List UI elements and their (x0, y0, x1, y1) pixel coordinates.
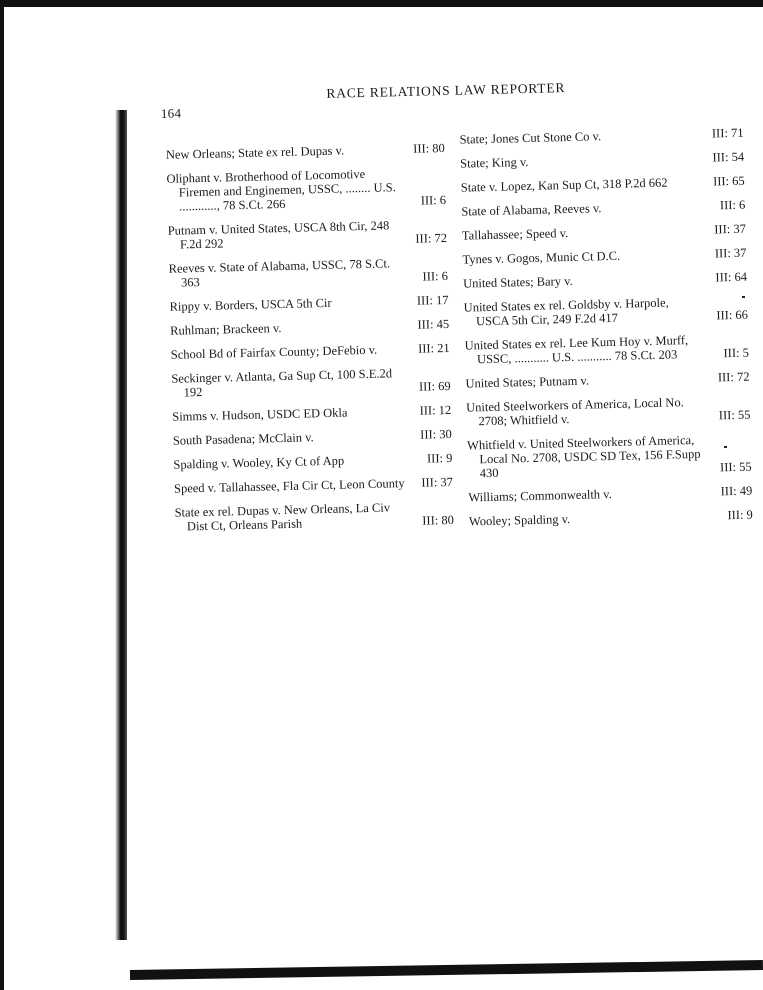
index-column-right (459, 126, 759, 539)
case-name: United States; Putnam v. (465, 373, 590, 391)
case-name: United States; Bary v. (462, 273, 573, 291)
index-entry (461, 174, 751, 195)
case-name: State v. Lopez, Kan Sup Ct, 318 P.2d 662 (460, 175, 668, 195)
index-entry (469, 507, 759, 528)
index-entry (168, 255, 454, 290)
volume-page-ref: III: 55 (719, 459, 752, 475)
index-entry (462, 246, 752, 267)
index-entry (464, 294, 755, 329)
volume-page-ref: III: 17 (416, 292, 449, 308)
case-name: United Steelworkers of America, Local No. 2708; Whitfield v. (465, 395, 684, 429)
case-name: Wooley; Spalding v. (468, 512, 571, 529)
case-name: State; King v. (460, 154, 529, 171)
index-entry (174, 499, 460, 534)
volume-page-ref: III: 66 (716, 307, 749, 323)
volume-page-ref: III: 65 (712, 173, 745, 189)
volume-page-ref: III: 9 (727, 507, 754, 523)
case-name: State; Jones Cut Stone Co v. (459, 129, 602, 147)
volume-page-ref: III: 71 (711, 125, 744, 141)
index-entry (464, 332, 755, 367)
case-name: United States ex rel. Goldsby v. Harpole, USCA 5th Cir, 249 F.2d 417 (463, 295, 669, 329)
volume-page-ref: III: 6 (422, 268, 449, 284)
volume-page-ref: III: 54 (712, 149, 745, 165)
scan-top-border (0, 0, 763, 7)
volume-page-ref: III: 80 (422, 512, 455, 528)
index-column-left (166, 141, 461, 544)
running-head: RACE RELATIONS LAW REPORTER (326, 80, 566, 101)
case-name: United States ex rel. Lee Kum Hoy v. Murff, USSC, ........... U.S. ........... 78 S.Ct. 203 (464, 333, 689, 367)
scan-speck (742, 296, 745, 298)
index-entry (467, 431, 758, 480)
case-name: Whitfield v. United Steelworkers of America, Local No. 2708, USDC SD Tex, 156 F.Supp 430 (466, 433, 701, 481)
index-entry (461, 198, 751, 219)
volume-page-ref: III: 6 (719, 197, 746, 213)
index-entry (166, 165, 452, 214)
scan-speck (724, 446, 727, 448)
index-entry (173, 427, 458, 448)
index-entry (173, 451, 458, 472)
volume-page-ref: III: 5 (723, 345, 750, 361)
index-entry (171, 341, 456, 362)
index-entry (463, 270, 753, 291)
case-name: Oliphant v. Brotherhood of Locomotive Firemen and Enginemen, USSC, ........ U.S. ............, 78 S.Ct. 266 (166, 166, 396, 214)
case-name: Ruhlman; Brackeen v. (170, 321, 282, 338)
volume-page-ref: III: 80 (413, 141, 445, 156)
volume-page-ref: III: 9 (426, 450, 453, 466)
document-page (158, 63, 763, 578)
volume-page-ref: III: 45 (417, 316, 450, 332)
case-name: South Pasadena; McClain v. (172, 430, 314, 448)
volume-page-ref: III: 64 (715, 269, 748, 285)
index-entry (172, 403, 457, 424)
index-entry (171, 365, 457, 400)
volume-page-ref: III: 12 (419, 402, 452, 418)
case-name: Rippy v. Borders, USCA 5th Cir (169, 295, 332, 314)
case-name: State ex rel. Dupas v. New Orleans, La Civ Dist Ct, Orleans Parish (174, 500, 391, 534)
volume-page-ref: III: 37 (421, 474, 454, 490)
index-entry (459, 126, 749, 147)
volume-page-ref: III: 30 (420, 426, 452, 442)
volume-page-ref: III: 55 (718, 407, 751, 423)
case-name: New Orleans; State ex rel. Dupas v. (165, 143, 345, 162)
volume-page-ref: III: 37 (714, 221, 747, 237)
case-name: Spalding v. Wooley, Ky Ct of App (173, 453, 345, 472)
case-name: Reeves v. State of Alabama, USSC, 78 S.Ct. 363 (168, 256, 391, 290)
case-name: Putnam v. United States, USCA 8th Cir, 248 F.2d 292 (167, 218, 390, 252)
index-entry (168, 217, 454, 252)
scan-bottom-border (130, 960, 763, 980)
index-entry (466, 393, 757, 428)
index-entry (169, 293, 454, 314)
index-entry (170, 317, 455, 338)
volume-page-ref: III: 72 (717, 369, 750, 385)
index-entry (174, 475, 459, 496)
case-name: State of Alabama, Reeves v. (461, 201, 602, 219)
volume-page-ref: III: 6 (420, 193, 447, 208)
index-entry (462, 222, 752, 243)
case-name: Simms v. Hudson, USDC ED Okla (172, 405, 348, 424)
index-entry (465, 369, 755, 390)
case-name: Seckinger v. Atlanta, Ga Sup Ct, 100 S.E.2d 192 (171, 366, 393, 400)
volume-page-ref: III: 72 (415, 230, 448, 246)
case-name: Williams; Commonwealth v. (468, 487, 612, 505)
index-entry (166, 141, 451, 162)
binding-shadow (115, 110, 127, 940)
page-number: 164 (160, 105, 182, 121)
index-entry (468, 483, 758, 504)
volume-page-ref: III: 37 (714, 245, 747, 261)
index-entry (460, 150, 750, 171)
case-name: Tynes v. Gogos, Munic Ct D.C. (462, 248, 621, 267)
case-name: Speed v. Tallahassee, Fla Cir Ct, Leon County (173, 476, 405, 496)
scan-left-border (0, 0, 4, 990)
case-name: Tallahassee; Speed v. (461, 226, 569, 243)
volume-page-ref: III: 49 (720, 483, 753, 499)
volume-page-ref: III: 69 (418, 378, 451, 394)
case-name: School Bd of Fairfax County; DeFebio v. (170, 342, 378, 362)
volume-page-ref: III: 21 (417, 340, 450, 356)
